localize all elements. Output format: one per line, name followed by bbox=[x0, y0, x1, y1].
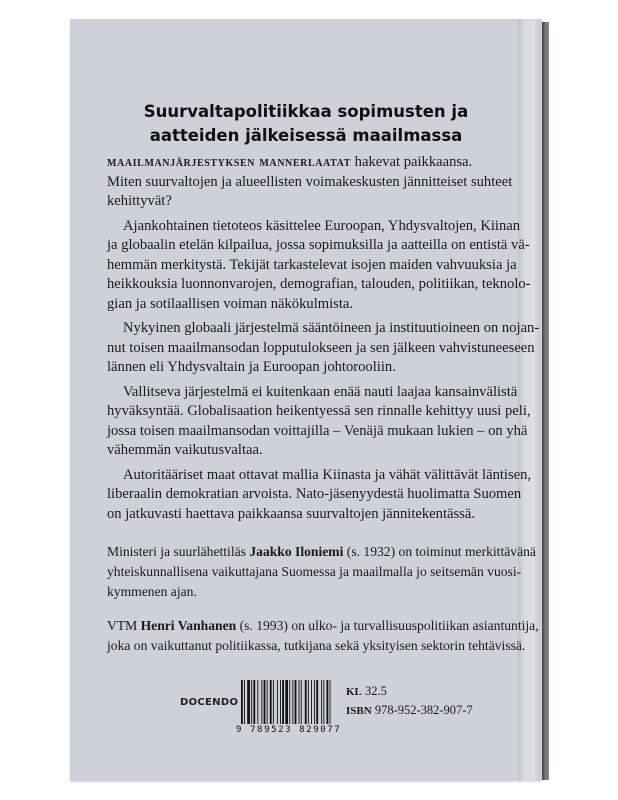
author-name: Henri Vanhanen bbox=[140, 618, 237, 633]
blurb-line: liberaalin demokratian arvoista. Nato-jäsenyydestä huolimatta Suomen bbox=[107, 486, 522, 502]
blurb-line: Vallitseva järjestelmä ei kuitenkaan enää nauti laajaa kansainvälistä bbox=[123, 383, 518, 400]
blurb-line: on jatkuvasti haettava paikkaansa suurvaltojen jännitekentässä. bbox=[107, 505, 475, 522]
blurb-line: lännen eli Yhdysvaltain ja Euroopan johtorooliin. bbox=[107, 359, 396, 375]
barcode-bar bbox=[295, 680, 297, 724]
barcode-bar bbox=[280, 680, 281, 724]
bio-text: joka on vaikuttanut politiikassa, tutkijana sekä yksityisen sektorin tehtävissä. bbox=[107, 638, 526, 653]
blurb-paragraph bbox=[107, 153, 527, 212]
bio-text: yhteiskunnallisena vaikuttajana Suomessa ja maailmalla jo seitsemän vuosi- bbox=[107, 564, 522, 579]
bio-text: Ministeri ja suurlähettiläs bbox=[107, 544, 250, 559]
barcode-bar bbox=[267, 680, 268, 724]
barcode-bar bbox=[330, 680, 331, 724]
kl-value: 32.5 bbox=[365, 684, 387, 698]
author-bio-vanhanen bbox=[107, 616, 539, 656]
blurb-paragraph bbox=[107, 217, 531, 315]
barcode-bar bbox=[244, 680, 245, 724]
blurb-paragraph bbox=[107, 466, 532, 525]
blurb-line: Autoritääriset maat ottavat mallia Kiinasta ja vähät välittävät läntisen, bbox=[123, 466, 532, 483]
barcode-bar bbox=[308, 680, 309, 724]
barcode-bar bbox=[314, 680, 315, 724]
barcode-bar bbox=[251, 680, 252, 724]
barcode-bar bbox=[247, 680, 250, 724]
barcode-bar bbox=[285, 680, 288, 724]
barcode-bar bbox=[292, 680, 293, 724]
barcode-bar bbox=[264, 680, 266, 724]
publisher-logo: DOCENDO bbox=[180, 697, 239, 708]
blurb-text: hakevat paikkaansa. bbox=[351, 154, 473, 170]
blurb-line: Miten suurvaltojen ja alueellisten voimakeskusten jännitteiset suhteet bbox=[107, 173, 513, 190]
bio-text: VTM bbox=[107, 618, 141, 633]
bio-text: (s. 1993) on ulko- ja turvallisuuspolitiikan asiantuntija, bbox=[236, 618, 539, 633]
title-line: Suurvaltapolitiikkaa sopimusten ja bbox=[143, 102, 469, 121]
book-spine bbox=[541, 22, 549, 780]
author-bios bbox=[107, 542, 539, 670]
barcode-bar bbox=[299, 680, 300, 724]
blurb-line bbox=[107, 153, 527, 173]
barcode-bar bbox=[305, 680, 307, 724]
barcode-bar bbox=[321, 680, 322, 724]
author-name: Jaakko Iloniemi bbox=[249, 544, 344, 559]
barcode-bar bbox=[282, 680, 284, 724]
cover-title bbox=[70, 100, 542, 148]
isbn-value: 978-952-382-907-7 bbox=[374, 703, 473, 717]
bio-text: kymmenen ajan. bbox=[107, 584, 197, 599]
title-line: aatteiden jälkeisessä maailmassa bbox=[149, 126, 463, 145]
blurb-line: kehittyvät? bbox=[107, 193, 172, 209]
author-bio-iloniemi bbox=[107, 542, 536, 602]
barcode-bar bbox=[289, 680, 290, 724]
blurb-line: hyväksyntää. Globalisaation heikentyessä sen rinnalle kehittyy uusi peli, bbox=[107, 403, 531, 419]
blurb-line: Ajankohtainen tietoteos käsittelee Euroopan, Yhdysvaltojen, Kiinan bbox=[123, 217, 521, 234]
blurb-paragraph bbox=[107, 319, 540, 378]
barcode-bar bbox=[261, 680, 262, 724]
barcode-bar bbox=[253, 680, 255, 724]
barcode bbox=[241, 680, 337, 724]
barcode-bar bbox=[327, 680, 329, 724]
barcode-bar bbox=[323, 680, 324, 724]
barcode-bar bbox=[311, 680, 312, 724]
blurb bbox=[107, 153, 540, 529]
barcode-bar bbox=[316, 680, 318, 724]
blurb-line: gian ja sotilaallisen voiman näkökulmista. bbox=[107, 295, 354, 312]
blurb-line: Nykyinen globaali järjestelmä sääntöineen ja instituutioineen on nojan- bbox=[123, 320, 540, 336]
blurb-line: jossa toisen maailmansodan voittajilla – Venäjä mukaan lukien – on yhä bbox=[107, 422, 528, 439]
blurb-line: vähemmän vaikutusvaltaa. bbox=[107, 442, 263, 458]
blurb-line: hemmän merkitystä. Tekijät tarkastelevat isojen maiden vahvuuksia ja bbox=[107, 256, 517, 273]
blurb-line: nut toisen maailmansodan lopputulokseen ja sen jälkeen vahvistuneeseen bbox=[107, 339, 535, 356]
barcode-bar bbox=[273, 680, 274, 724]
barcode-bar bbox=[301, 680, 302, 724]
barcode-bar bbox=[277, 680, 278, 724]
blurb-lead: maailmanjärjestyksen mannerlaatat bbox=[107, 154, 352, 170]
barcode-number: 9 789523 829077 bbox=[236, 725, 342, 735]
barcode-bar bbox=[241, 680, 243, 724]
barcode-bar bbox=[257, 680, 258, 724]
kl-label: KL bbox=[346, 686, 362, 698]
isbn-label: ISBN bbox=[346, 705, 372, 717]
blurb-line: ja globaalin etelän kilpailua, jossa sopimuksilla ja aatteilla on entistä vä- bbox=[107, 237, 530, 253]
barcode-bar bbox=[270, 680, 272, 724]
catalog-info bbox=[346, 682, 473, 720]
bio-text: (s. 1932) on toiminut merkittävänä bbox=[343, 544, 536, 559]
blurb-line: heikkouksia luonnonvarojen, demografian, talouden, politiikan, teknolo- bbox=[107, 276, 531, 292]
blurb-paragraph bbox=[107, 383, 531, 461]
